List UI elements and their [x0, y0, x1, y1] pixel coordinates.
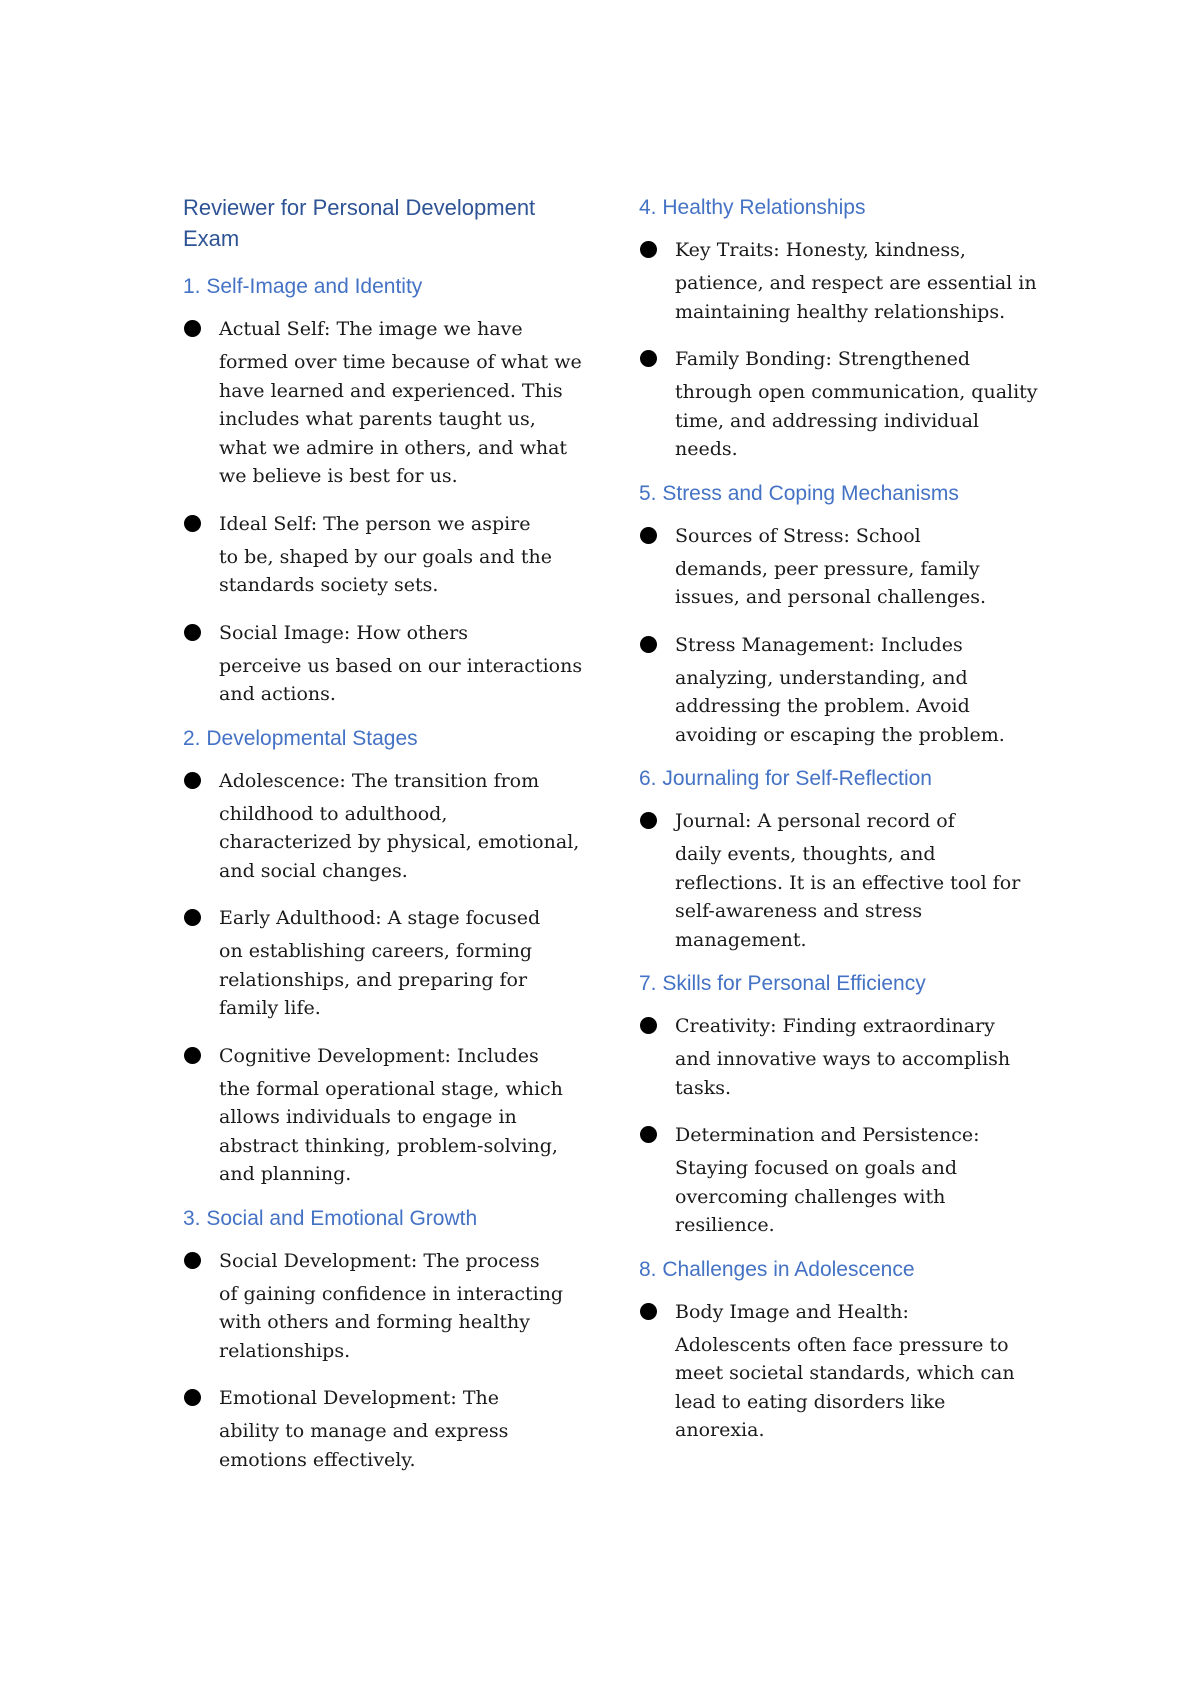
item-text: Emotional Development: The	[219, 1387, 500, 1409]
document-title: Reviewer for Personal Development Exam	[183, 195, 536, 251]
item-text: Actual Self: The image we have	[219, 318, 523, 340]
bullet-icon	[184, 624, 201, 641]
bullet-icon	[640, 636, 657, 653]
item-text: Social Image: How others	[219, 621, 469, 644]
section-heading: 7. Skills for Personal Efficiency	[639, 972, 926, 995]
bullet-icon	[640, 1017, 657, 1034]
item-text: Early Adulthood: A stage focused	[219, 907, 541, 929]
list-item	[183, 1242, 583, 1366]
item-text: Key Traits: Honesty, kindness,	[675, 239, 966, 261]
section-heading: 6. Journaling for Self-Reflection	[639, 767, 932, 790]
bullet-list	[183, 1242, 583, 1475]
list-item	[639, 626, 1039, 750]
list-item	[183, 762, 583, 886]
item-text-continued: Staying focused on goals and overcoming challenges with resilience.	[675, 1157, 958, 1236]
item-text-continued: childhood to adulthood, characterized by physical, emotional, and social changes.	[219, 802, 580, 882]
item-text-continued: of gaining confidence in interacting with others and forming healthy relationships.	[219, 1282, 564, 1362]
section-developmental-stages	[183, 723, 583, 1189]
bullet-icon	[640, 350, 657, 367]
item-text: Determination and Persistence:	[675, 1124, 980, 1146]
list-item	[183, 1037, 583, 1189]
item-text-continued: the formal operational stage, which allows individuals to engage in abstract thinking, problem-solving, and planning.	[219, 1077, 563, 1185]
bullet-list	[183, 310, 583, 709]
bullet-list	[639, 231, 1039, 464]
bullet-icon	[184, 515, 201, 532]
bullet-list	[639, 1007, 1039, 1240]
bullet-icon	[640, 1126, 657, 1143]
item-text: Stress Management: Includes	[675, 633, 963, 656]
item-text: Ideal Self: The person we aspire	[219, 512, 531, 535]
item-text-continued: ability to manage and express emotions effectively.	[219, 1420, 509, 1471]
bullet-list	[183, 762, 583, 1189]
item-text: Body Image and Health:	[675, 1300, 909, 1323]
section-adolescence-challenges	[639, 1254, 1039, 1445]
left-column	[183, 192, 583, 1488]
list-item	[639, 1116, 1039, 1240]
list-item	[183, 310, 583, 491]
list-item	[183, 505, 583, 600]
section-personal-efficiency	[639, 968, 1039, 1240]
list-item	[639, 1007, 1039, 1102]
item-text-continued: on establishing careers, forming relationships, and preparing for family life.	[219, 940, 532, 1019]
list-item	[183, 1379, 583, 1474]
bullet-icon	[184, 1252, 201, 1269]
list-item	[639, 802, 1039, 954]
item-text: Journal: A personal record of	[675, 810, 955, 832]
section-healthy-relationships	[639, 192, 1039, 464]
section-heading: 4. Healthy Relationships	[639, 196, 866, 219]
list-item	[639, 340, 1039, 464]
list-item	[639, 231, 1039, 326]
section-stress-coping	[639, 478, 1039, 750]
item-text-continued: and innovative ways to accomplish tasks.	[675, 1048, 1011, 1099]
bullet-icon	[640, 1303, 657, 1320]
section-self-image	[183, 271, 583, 709]
bullet-list	[639, 802, 1039, 954]
item-text-continued: perceive us based on our interactions and actions.	[219, 654, 583, 705]
item-text-continued: patience, and respect are essential in maintaining healthy relationships.	[675, 272, 1037, 323]
section-heading: 1. Self-Image and Identity	[183, 275, 423, 298]
item-text-continued: formed over time because of what we have learned and experienced. This includes what parents taught us, what we admire in others, and what we believe is best for us.	[219, 351, 582, 487]
item-text: Creativity: Finding extraordinary	[675, 1015, 995, 1037]
item-text-continued: to be, shaped by our goals and the standards society sets.	[219, 545, 552, 596]
bullet-icon	[640, 241, 657, 258]
right-column	[639, 192, 1039, 1459]
section-social-emotional-growth	[183, 1203, 583, 1475]
item-text: Adolescence: The transition from	[219, 769, 540, 792]
list-item	[639, 517, 1039, 612]
bullet-icon	[184, 1389, 201, 1406]
section-heading: 5. Stress and Coping Mechanisms	[639, 481, 959, 505]
bullet-icon	[640, 527, 657, 544]
item-text-continued: analyzing, understanding, and addressing the problem. Avoid avoiding or escaping the problem.	[675, 666, 1005, 746]
item-text-continued: daily events, thoughts, and reflections. It is an effective tool for self-awareness and stress management.	[675, 843, 1021, 951]
item-text-continued: Adolescents often face pressure to meet societal standards, which can lead to eating disorders like anorexia.	[675, 1333, 1015, 1441]
section-heading: 8. Challenges in Adolescence	[639, 1257, 915, 1281]
list-item	[639, 1293, 1039, 1445]
item-text: Family Bonding: Strengthened	[675, 348, 971, 370]
list-item	[183, 614, 583, 709]
bullet-icon	[184, 772, 201, 789]
item-text: Social Development: The process	[219, 1249, 540, 1272]
section-heading: 2. Developmental Stages	[183, 726, 418, 750]
item-text-continued: through open communication, quality time, and addressing individual needs.	[675, 381, 1038, 460]
item-text: Cognitive Development: Includes	[219, 1044, 539, 1067]
bullet-icon	[640, 812, 657, 829]
bullet-icon	[184, 1047, 201, 1064]
bullet-icon	[184, 320, 201, 337]
bullet-list	[639, 1293, 1039, 1445]
item-text-continued: demands, peer pressure, family issues, and personal challenges.	[675, 557, 987, 608]
bullet-list	[639, 517, 1039, 750]
section-journaling	[639, 763, 1039, 954]
section-heading: 3. Social and Emotional Growth	[183, 1206, 478, 1230]
bullet-icon	[184, 909, 201, 926]
list-item	[183, 899, 583, 1023]
item-text: Sources of Stress: School	[675, 524, 921, 547]
